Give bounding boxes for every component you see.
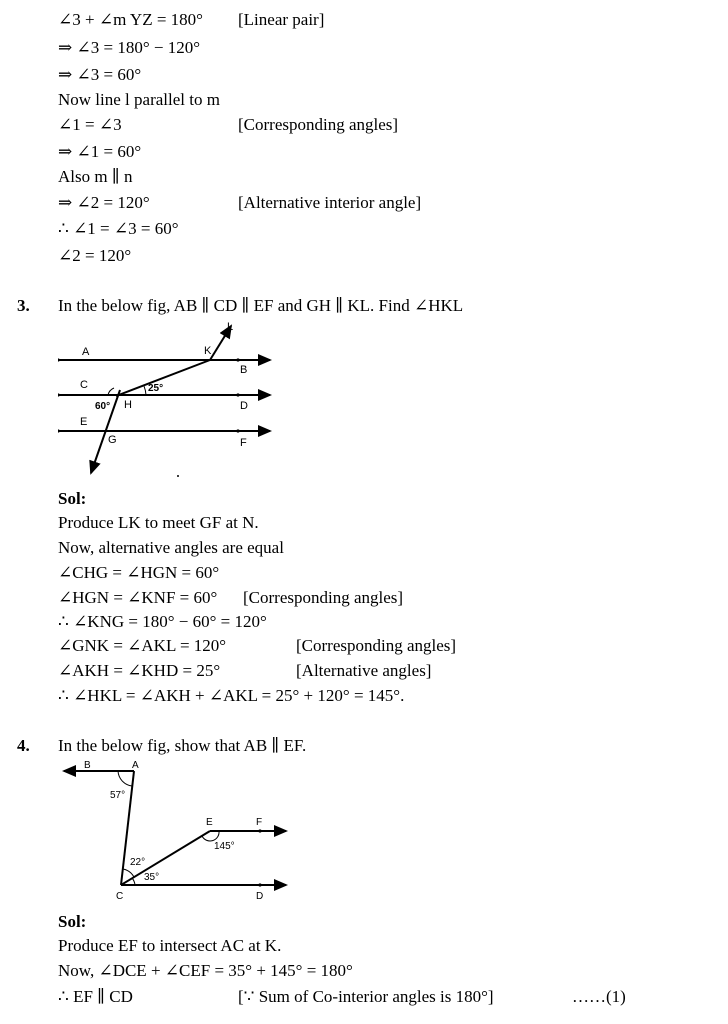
math-line: Now, ∠DCE + ∠CEF = 35° + 145° = 180° xyxy=(58,961,353,980)
label-22: 22° xyxy=(130,857,146,868)
text-line: Produce LK to meet GF at N. xyxy=(58,513,259,532)
label-d: D xyxy=(256,891,264,902)
reason: [Corresponding angles] xyxy=(296,636,457,655)
math-line: ⇒ ∠2 = 120° xyxy=(58,193,150,212)
math-line: ⇒ ∠3 = 60° xyxy=(58,65,142,84)
text-line: Also m ∥ n xyxy=(58,167,133,186)
math-line: ∠1 = ∠3 xyxy=(58,115,122,134)
label-d: D xyxy=(240,400,248,412)
math-line: ∠HGN = ∠KNF = 60° xyxy=(58,588,218,607)
math-line: ∠GNK = ∠AKL = 120° xyxy=(58,636,227,655)
label-l: L xyxy=(227,321,234,333)
figure-q4 xyxy=(58,758,298,908)
math-line: ⇒ ∠3 = 180° − 120° xyxy=(58,38,201,57)
angle-arc-145 xyxy=(202,831,219,841)
reason: [Corresponding angles] xyxy=(238,115,399,134)
label-g: G xyxy=(108,434,117,446)
reason: [Alternative interior angle] xyxy=(238,193,422,212)
text-line: Produce EF to intersect AC at K. xyxy=(58,936,282,955)
question-number: 3. xyxy=(17,296,30,315)
question-text: In the below fig, show that AB ∥ EF. xyxy=(58,736,307,755)
math-line: ∠2 = 120° xyxy=(58,246,132,265)
label-f: F xyxy=(240,437,247,449)
label-e: E xyxy=(80,416,88,428)
label-c: C xyxy=(116,891,124,902)
reason: [Alternative angles] xyxy=(296,661,432,680)
angle-arc-35 xyxy=(132,878,135,885)
reason: [Linear pair] xyxy=(238,10,325,29)
label-b: B xyxy=(84,760,91,771)
label-57: 57° xyxy=(110,790,126,801)
label-145: 145° xyxy=(214,841,235,852)
question-number: 4. xyxy=(17,736,30,755)
angle-arc-60 xyxy=(108,388,114,395)
figure-q3 xyxy=(58,318,278,488)
math-line: ∴ ∠HKL = ∠AKH + ∠AKL = 25° + 120° = 145°. xyxy=(58,686,405,705)
reason: [∵ Sum of Co-interior angles is 180°] xyxy=(238,987,494,1006)
math-line: ∠3 + ∠m YZ = 180° xyxy=(58,10,203,29)
label-b: B xyxy=(240,364,248,376)
label-c: C xyxy=(80,379,88,391)
angle-arc-25 xyxy=(144,386,146,395)
math-line: ∠CHG = ∠HGN = 60° xyxy=(58,563,220,582)
math-line: ∠AKH = ∠KHD = 25° xyxy=(58,661,221,680)
label-60: 60° xyxy=(95,401,111,412)
label-f: F xyxy=(256,817,263,828)
reason: [Corresponding angles] xyxy=(243,588,404,607)
math-line: ⇒ ∠1 = 60° xyxy=(58,142,142,161)
label-25: 25° xyxy=(148,383,164,394)
label-h: H xyxy=(124,399,132,411)
label-k: K xyxy=(204,345,212,357)
equation-ref: ……(1) xyxy=(572,987,626,1006)
label-e: E xyxy=(206,817,213,828)
text-line: Now line l parallel to m xyxy=(58,90,220,109)
math-line: ∴ ∠1 = ∠3 = 60° xyxy=(58,219,179,238)
sol-label: Sol: xyxy=(58,489,87,508)
math-line: ∴ EF ∥ CD xyxy=(58,987,133,1006)
angle-arc-57 xyxy=(118,771,132,786)
question-text: In the below fig, AB ∥ CD ∥ EF and GH ∥ KL. Find ∠HKL xyxy=(58,296,464,315)
sol-label: Sol: xyxy=(58,912,87,931)
label-a: A xyxy=(82,346,90,358)
label-a: A xyxy=(132,760,139,771)
angle-arc-22 xyxy=(123,869,134,877)
label-35: 35° xyxy=(144,872,160,883)
text-line: Now, alternative angles are equal xyxy=(58,538,284,557)
math-line: ∴ ∠KNG = 180° − 60° = 120° xyxy=(58,612,267,631)
